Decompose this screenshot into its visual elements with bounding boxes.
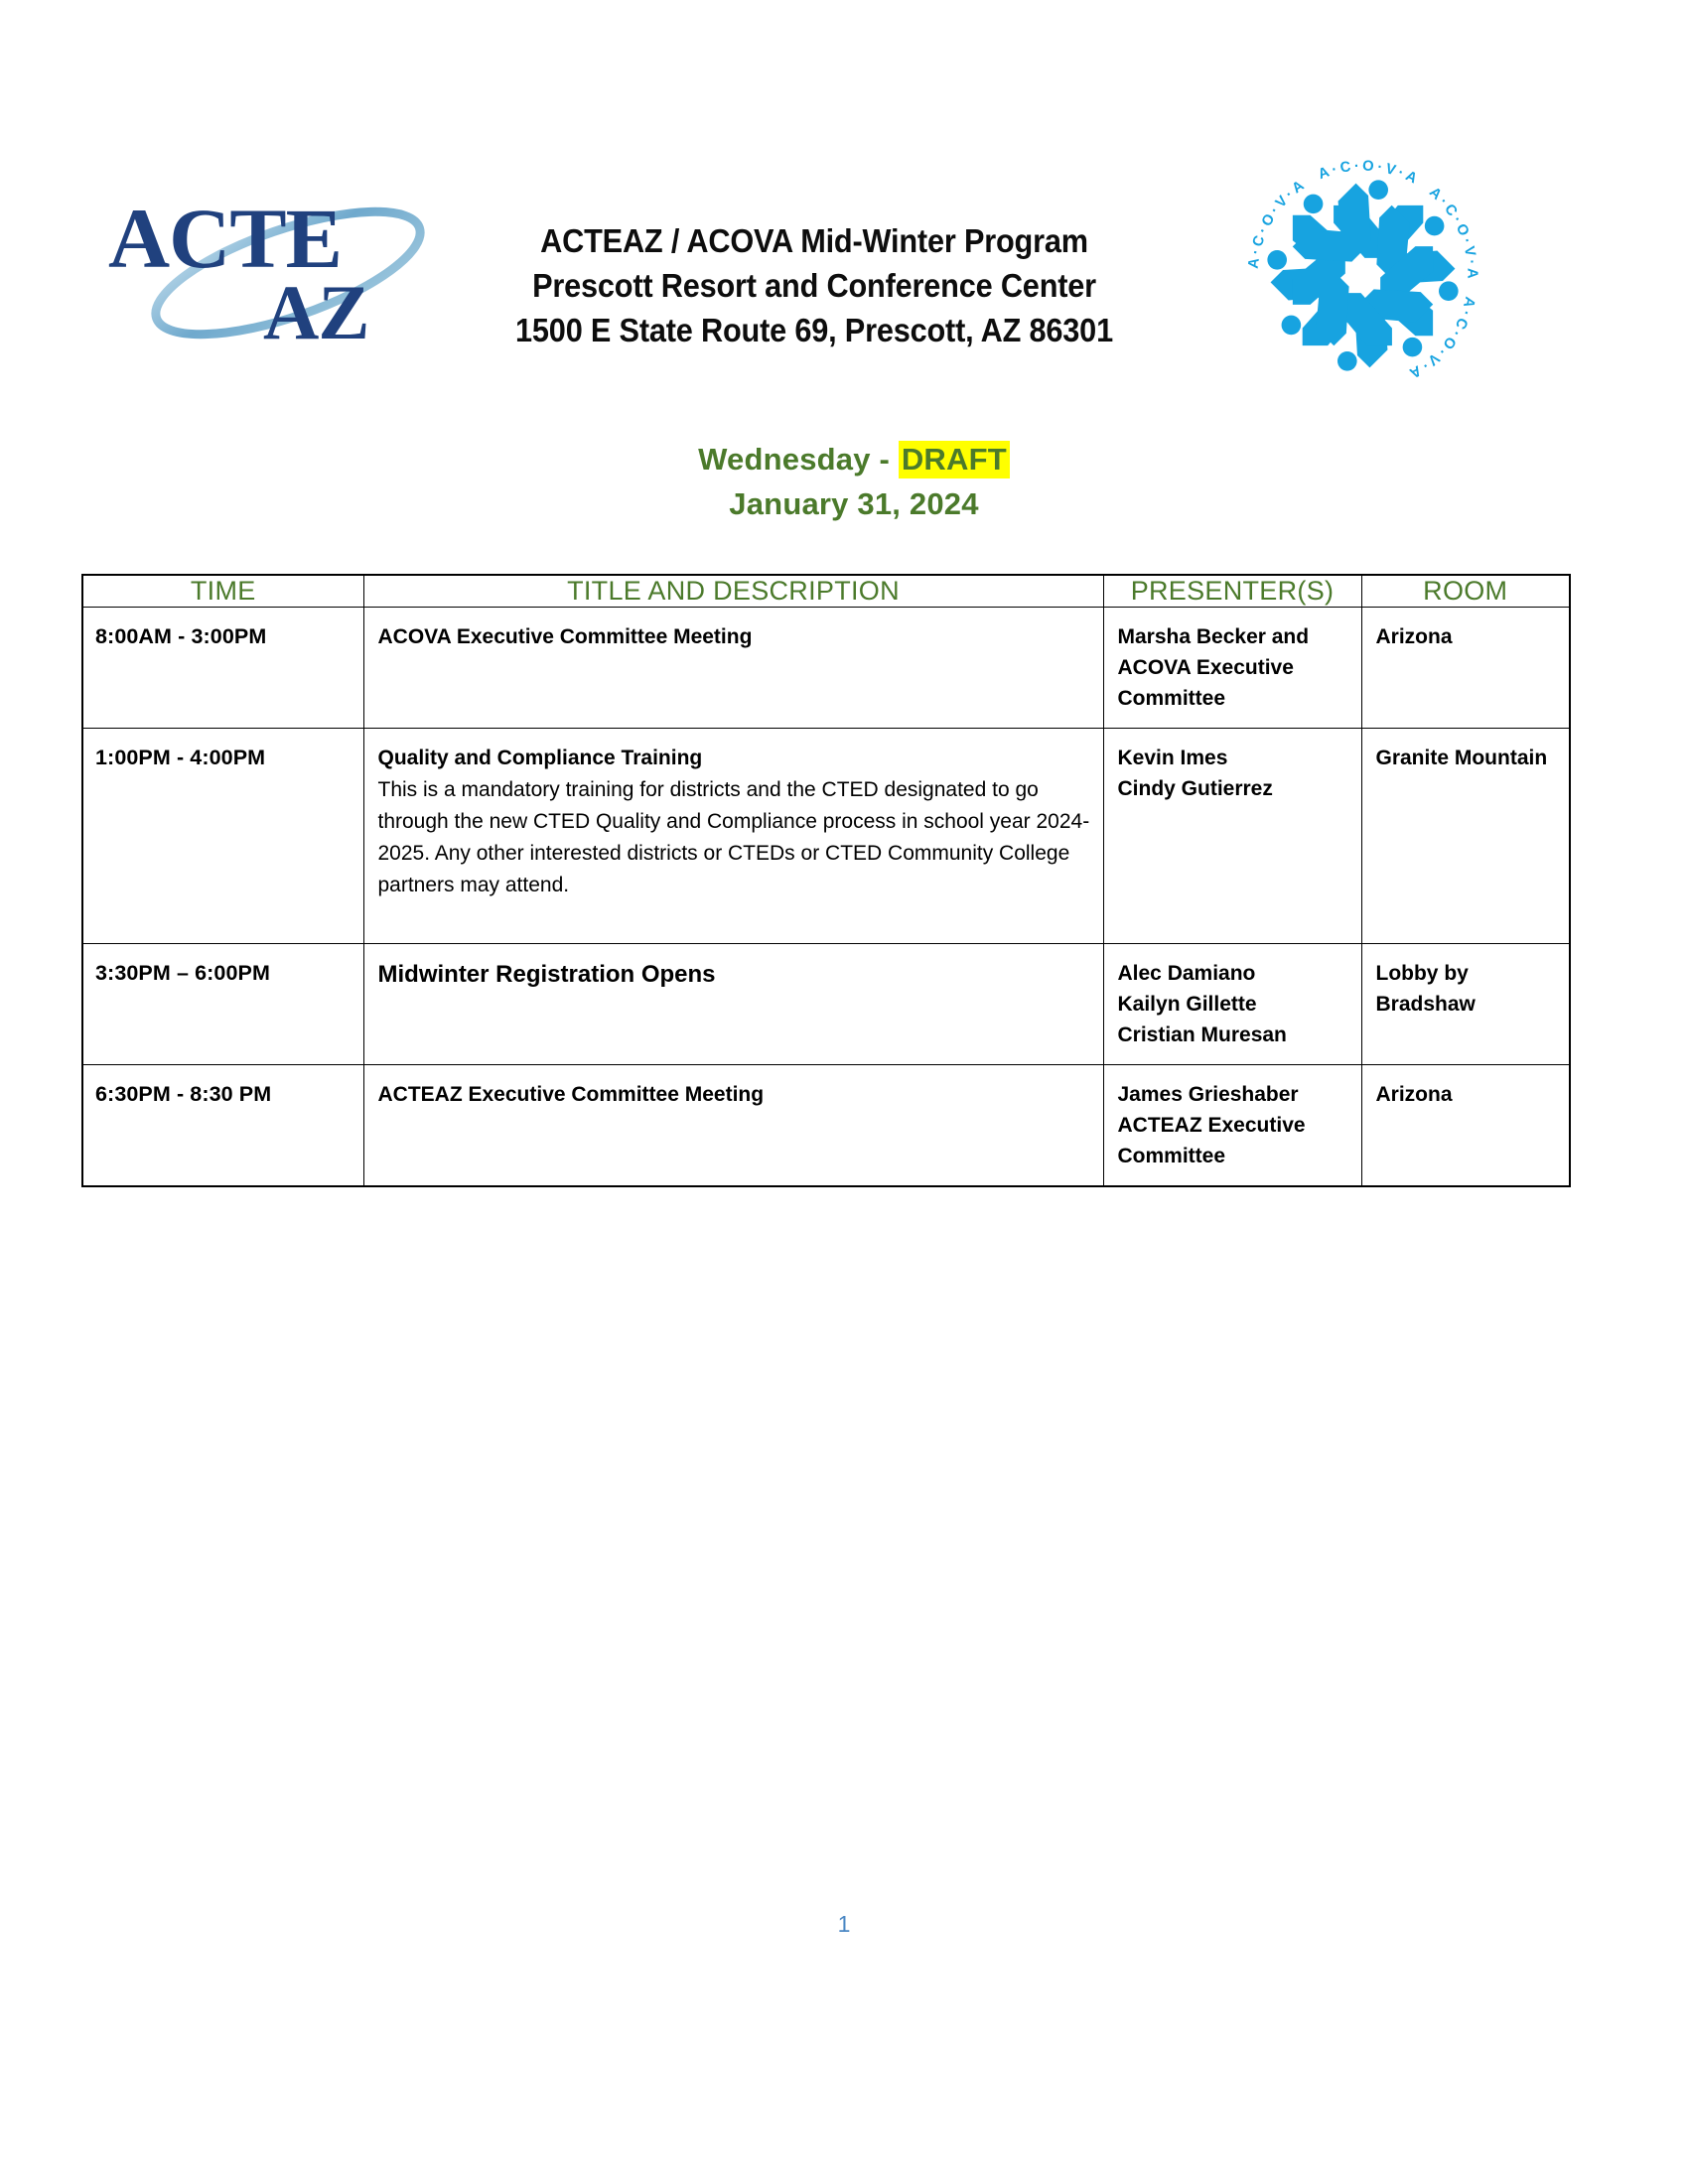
- presenter-line: Cristian Muresan: [1117, 1024, 1287, 1046]
- column-header-presenter: PRESENTER(S): [1103, 575, 1361, 608]
- presenter-line: Kevin Imes: [1117, 747, 1228, 769]
- table-row: [82, 1065, 1570, 1187]
- schedule-table: [81, 574, 1571, 1187]
- day-label: Wednesday -: [698, 442, 899, 477]
- date-label: January 31, 2024: [729, 486, 979, 521]
- svg-text:AZ: AZ: [263, 269, 369, 352]
- column-header-room: ROOM: [1361, 575, 1570, 608]
- session-room: Granite Mountain: [1361, 729, 1570, 944]
- acova-logo-icon: [1236, 149, 1489, 402]
- conference-title-line-3: 1500 E State Route 69, Prescott, AZ 86301: [515, 312, 1113, 348]
- presenter-line: Committee: [1117, 687, 1226, 710]
- session-time: 1:00PM - 4:00PM: [82, 729, 363, 944]
- presenter-line: Alec Damiano: [1117, 962, 1256, 985]
- session-time: 8:00AM - 3:00PM: [82, 608, 363, 729]
- presenter-line: ACOVA Executive: [1117, 656, 1294, 679]
- session-title-cell: [363, 608, 1103, 729]
- presenter-line: James Grieshaber: [1117, 1083, 1299, 1106]
- page-number: 1: [837, 1911, 851, 1937]
- session-title-cell: [363, 1065, 1103, 1187]
- session-presenters: [1103, 1065, 1361, 1187]
- session-presenters: [1103, 944, 1361, 1065]
- presenter-line: Marsha Becker and: [1117, 625, 1310, 648]
- presenter-line: Committee: [1117, 1145, 1226, 1167]
- document-header: [0, 139, 1688, 427]
- acteaz-logo-icon: [104, 194, 472, 352]
- session-room: Arizona: [1361, 1065, 1570, 1187]
- session-presenters: [1103, 729, 1361, 944]
- presenter-line: ACTEAZ Executive: [1117, 1114, 1306, 1137]
- table-row: [82, 729, 1570, 944]
- conference-title: [437, 218, 1192, 352]
- session-title: Midwinter Registration Opens: [377, 961, 716, 988]
- svg-text:ACTE: ACTE: [108, 194, 342, 286]
- column-header-title: TITLE AND DESCRIPTION: [363, 575, 1103, 608]
- session-room: Arizona: [1361, 608, 1570, 729]
- session-title-cell: [363, 729, 1103, 944]
- svg-text:A·C·O·V·A A·C·O·V·A A·C·O·V·: A·C·O·V·A A·C·O·V·A A·C·O·V·A A·C·O·V·A: [1245, 158, 1480, 382]
- date-block: [0, 437, 1688, 526]
- session-title: ACOVA Executive Committee Meeting: [377, 625, 753, 648]
- session-time: 3:30PM – 6:00PM: [82, 944, 363, 1065]
- session-room: Lobby by Bradshaw: [1361, 944, 1570, 1065]
- table-row: [82, 608, 1570, 729]
- draft-badge: DRAFT: [899, 441, 1010, 478]
- day-draft-line: [20, 437, 1688, 481]
- presenter-line: Kailyn Gillette: [1117, 993, 1257, 1016]
- session-title: Quality and Compliance Training: [377, 747, 703, 769]
- session-presenters: [1103, 608, 1361, 729]
- session-title-cell: [363, 944, 1103, 1065]
- table-row: [82, 944, 1570, 1065]
- session-title: ACTEAZ Executive Committee Meeting: [377, 1083, 765, 1106]
- presenter-line: Cindy Gutierrez: [1117, 777, 1273, 800]
- conference-title-line-1: ACTEAZ / ACOVA Mid-Winter Program: [540, 222, 1088, 259]
- conference-title-line-2: Prescott Resort and Conference Center: [532, 267, 1096, 304]
- column-header-time: TIME: [82, 575, 363, 608]
- table-header-row: [82, 575, 1570, 608]
- session-time: 6:30PM - 8:30 PM: [82, 1065, 363, 1187]
- session-description: This is a mandatory training for districts and the CTED designated to go through the new CTED Quality and Compliance process in school year 2024-2025. Any other interested districts or CTEDs or CTED Community College partners may attend.: [377, 778, 1090, 896]
